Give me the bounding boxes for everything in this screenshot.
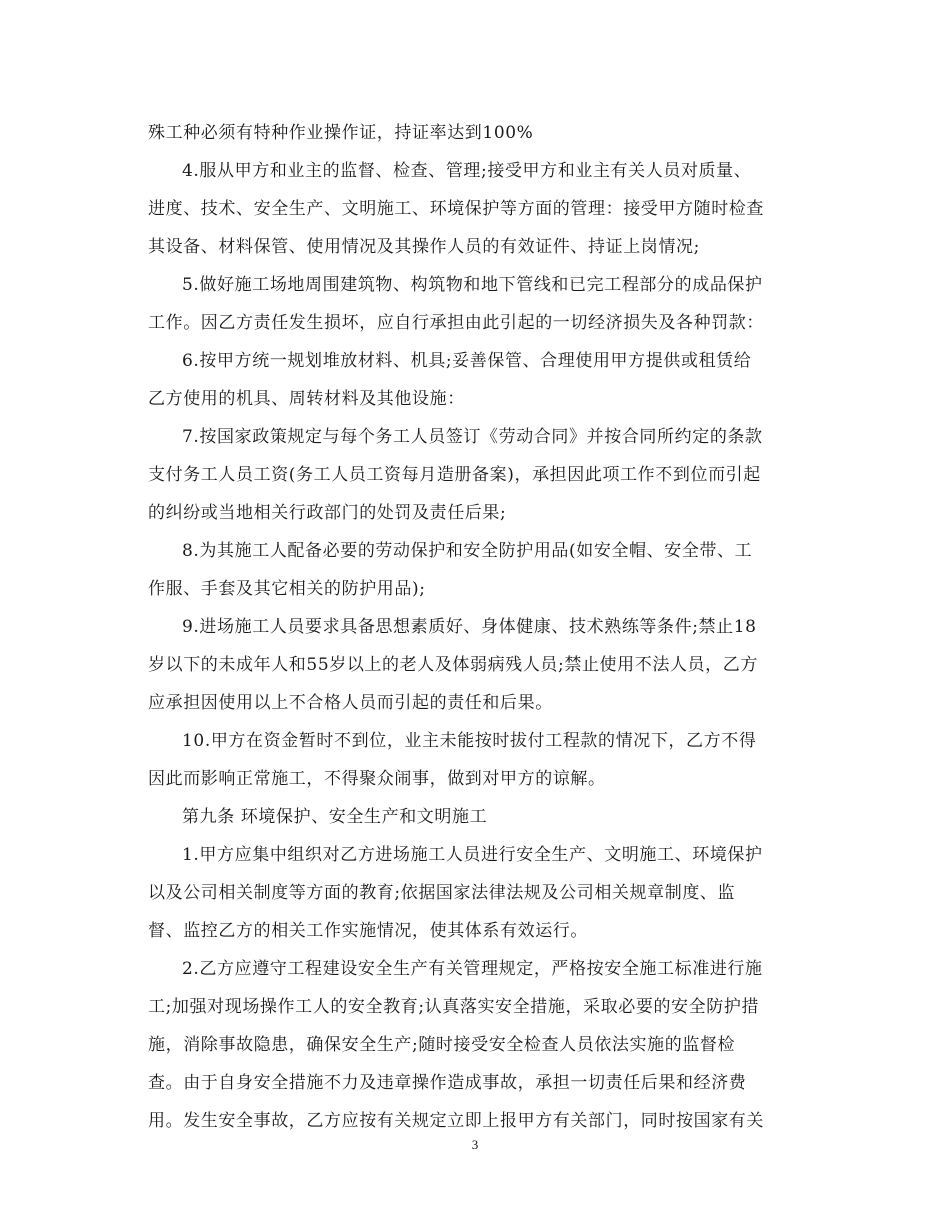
text-line: 的纠纷或当地相关行政部门的处罚及责任后果; bbox=[148, 503, 507, 523]
text-line: 进度、技术、安全生产、文明施工、环境保护等方面的管理：接受甲方随时检查 bbox=[148, 199, 764, 219]
text-line: 6.按甲方统一规划堆放材料、机具;妥善保管、合理使用甲方提供或租赁给 bbox=[182, 351, 752, 371]
text-line: 8.为其施工人配备必要的劳动保护和安全防护用品(如安全帽、安全带、工 bbox=[182, 541, 753, 561]
document-body bbox=[148, 114, 803, 1140]
text-line: 殊工种必须有特种作业操作证，持证率达到100% bbox=[148, 123, 534, 143]
text-line: 4.服从甲方和业主的监督、检查、管理;接受甲方和业主有关人员对质量、 bbox=[182, 161, 752, 181]
page-number: 3 bbox=[471, 1137, 479, 1152]
text-line: 乙方使用的机具、周转材料及其他设施： bbox=[148, 389, 465, 409]
text-line: 作服、手套及其它相关的防护用品); bbox=[148, 579, 426, 599]
text-line: 施，消除事故隐患，确保安全生产;随时接受安全检查人员依法实施的监督检 bbox=[148, 1035, 736, 1055]
text-line: 5.做好施工场地周围建筑物、构筑物和地下管线和已完工程部分的成品保护 bbox=[182, 275, 763, 295]
text-line: 以及公司相关制度等方面的教育;依据国家法律法规及公司相关规章制度、监 bbox=[148, 883, 736, 903]
text-line: 用。发生安全事故，乙方应按有关规定立即上报甲方有关部门，同时按国家有关 bbox=[148, 1111, 764, 1131]
text-line: 查。由于自身安全措施不力及违章操作造成事故，承担一切责任后果和经济费 bbox=[148, 1073, 747, 1093]
section-heading: 第九条 环境保护、安全生产和文明施工 bbox=[182, 807, 488, 827]
text-line: 岁以下的未成年人和55岁以上的老人及体弱病残人员;禁止使用不法人员，乙方 bbox=[148, 655, 758, 675]
text-line: 支付务工人员工资(务工人员工资每月造册备案)，承担因此项工作不到位而引起 bbox=[148, 465, 761, 485]
text-line: 7.按国家政策规定与每个务工人员签订《劳动合同》并按合同所约定的条款 bbox=[182, 427, 763, 447]
text-line: 1.甲方应集中组织对乙方进场施工人员进行安全生产、文明施工、环境保护 bbox=[182, 845, 763, 865]
text-line: 10.甲方在资金暂时不到位，业主未能按时拔付工程款的情况下，乙方不得 bbox=[182, 731, 757, 751]
text-line: 应承担因使用以上不合格人员而引起的责任和后果。 bbox=[148, 693, 553, 713]
text-line: 督、监控乙方的相关工作实施情况，使其体系有效运行。 bbox=[148, 921, 588, 941]
text-line: 9.进场施工人员要求具备思想素质好、身体健康、技术熟练等条件;禁止18 bbox=[182, 617, 757, 637]
text-line: 工作。因乙方责任发生损坏，应自行承担由此引起的一切经济损失及各种罚款： bbox=[148, 313, 764, 333]
text-line: 工;加强对现场操作工人的安全教育;认真落实安全措施，采取必要的安全防护措 bbox=[148, 997, 760, 1017]
text-line: 其设备、材料保管、使用情况及其操作人员的有效证件、持证上岗情况; bbox=[148, 237, 700, 257]
text-line: 2.乙方应遵守工程建设安全生产有关管理规定，严格按安全施工标准进行施 bbox=[182, 959, 763, 979]
text-line: 因此而影响正常施工，不得聚众闹事，做到对甲方的谅解。 bbox=[148, 769, 606, 789]
